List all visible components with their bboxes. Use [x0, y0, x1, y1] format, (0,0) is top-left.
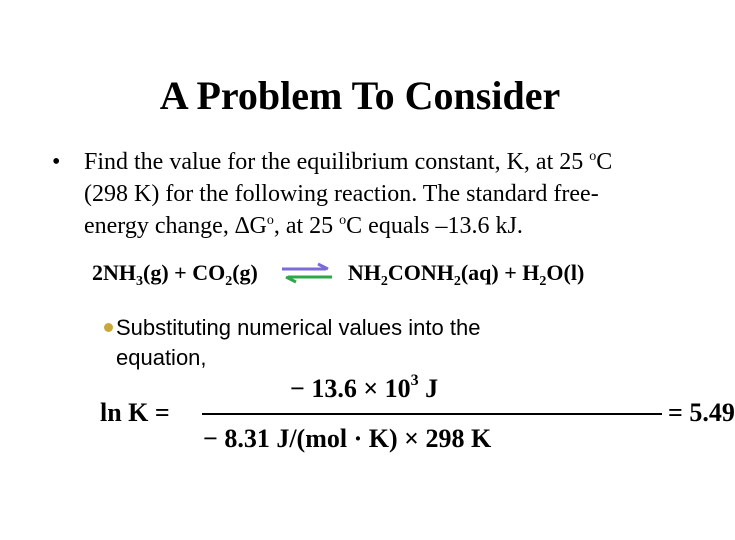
subscript: 2	[539, 274, 547, 289]
text-segment: Substituting numerical values into the	[116, 315, 481, 340]
exponent: 3	[410, 372, 419, 389]
sub-bullet	[104, 313, 664, 373]
subscript: 3	[136, 274, 143, 289]
bullet-line-2: (298 K) for the following reaction. The standard free-	[84, 181, 599, 207]
equation-lhs: ln K =	[100, 398, 170, 427]
chemical-reaction	[92, 256, 584, 290]
subscript: 2	[453, 274, 461, 289]
text-segment: 2NH	[92, 260, 136, 285]
text-segment: (aq) + H	[460, 260, 540, 285]
bullet-line-3	[84, 210, 702, 242]
text-segment: C equals –13.6 kJ.	[346, 213, 523, 239]
bullet-line-1	[84, 146, 702, 178]
text-segment: CONH	[387, 260, 454, 285]
standard-superscript: o	[266, 213, 274, 228]
text-segment: , at 25	[273, 213, 340, 239]
text-segment: − 13.6 × 10	[290, 374, 411, 403]
degree-superscript: o	[339, 213, 347, 228]
bullet-paragraph	[52, 146, 702, 242]
fraction-bar	[202, 413, 662, 415]
equation	[100, 372, 735, 464]
text-segment: (g) + CO	[143, 260, 226, 285]
equation-numerator	[290, 374, 438, 404]
sub-bullet-marker-icon	[104, 323, 113, 332]
text-segment: energy change, ∆G	[84, 213, 267, 239]
text-segment: NH	[347, 260, 381, 285]
bullet-marker: •	[52, 149, 61, 175]
equilibrium-arrows-icon	[280, 263, 334, 283]
equation-denominator: − 8.31 J/(mol · K) × 298 K	[203, 424, 492, 453]
text-segment: J	[418, 374, 439, 403]
subscript: 2	[225, 274, 233, 289]
sub-bullet-line-2: equation,	[116, 345, 207, 370]
text-segment: O(l)	[546, 260, 585, 285]
text-segment: C	[596, 149, 613, 175]
equation-result: = 5.49	[668, 398, 735, 427]
degree-superscript: o	[589, 149, 597, 164]
text-segment: Find the value for the equilibrium constant, K, at 25	[84, 149, 590, 175]
sub-bullet-line-1	[104, 313, 664, 343]
slide-title: A Problem To Consider	[159, 73, 561, 118]
reactants	[92, 260, 258, 289]
subscript: 2	[380, 274, 388, 289]
products	[347, 260, 585, 289]
bullet-text	[84, 146, 702, 242]
text-segment: (g)	[232, 260, 258, 285]
